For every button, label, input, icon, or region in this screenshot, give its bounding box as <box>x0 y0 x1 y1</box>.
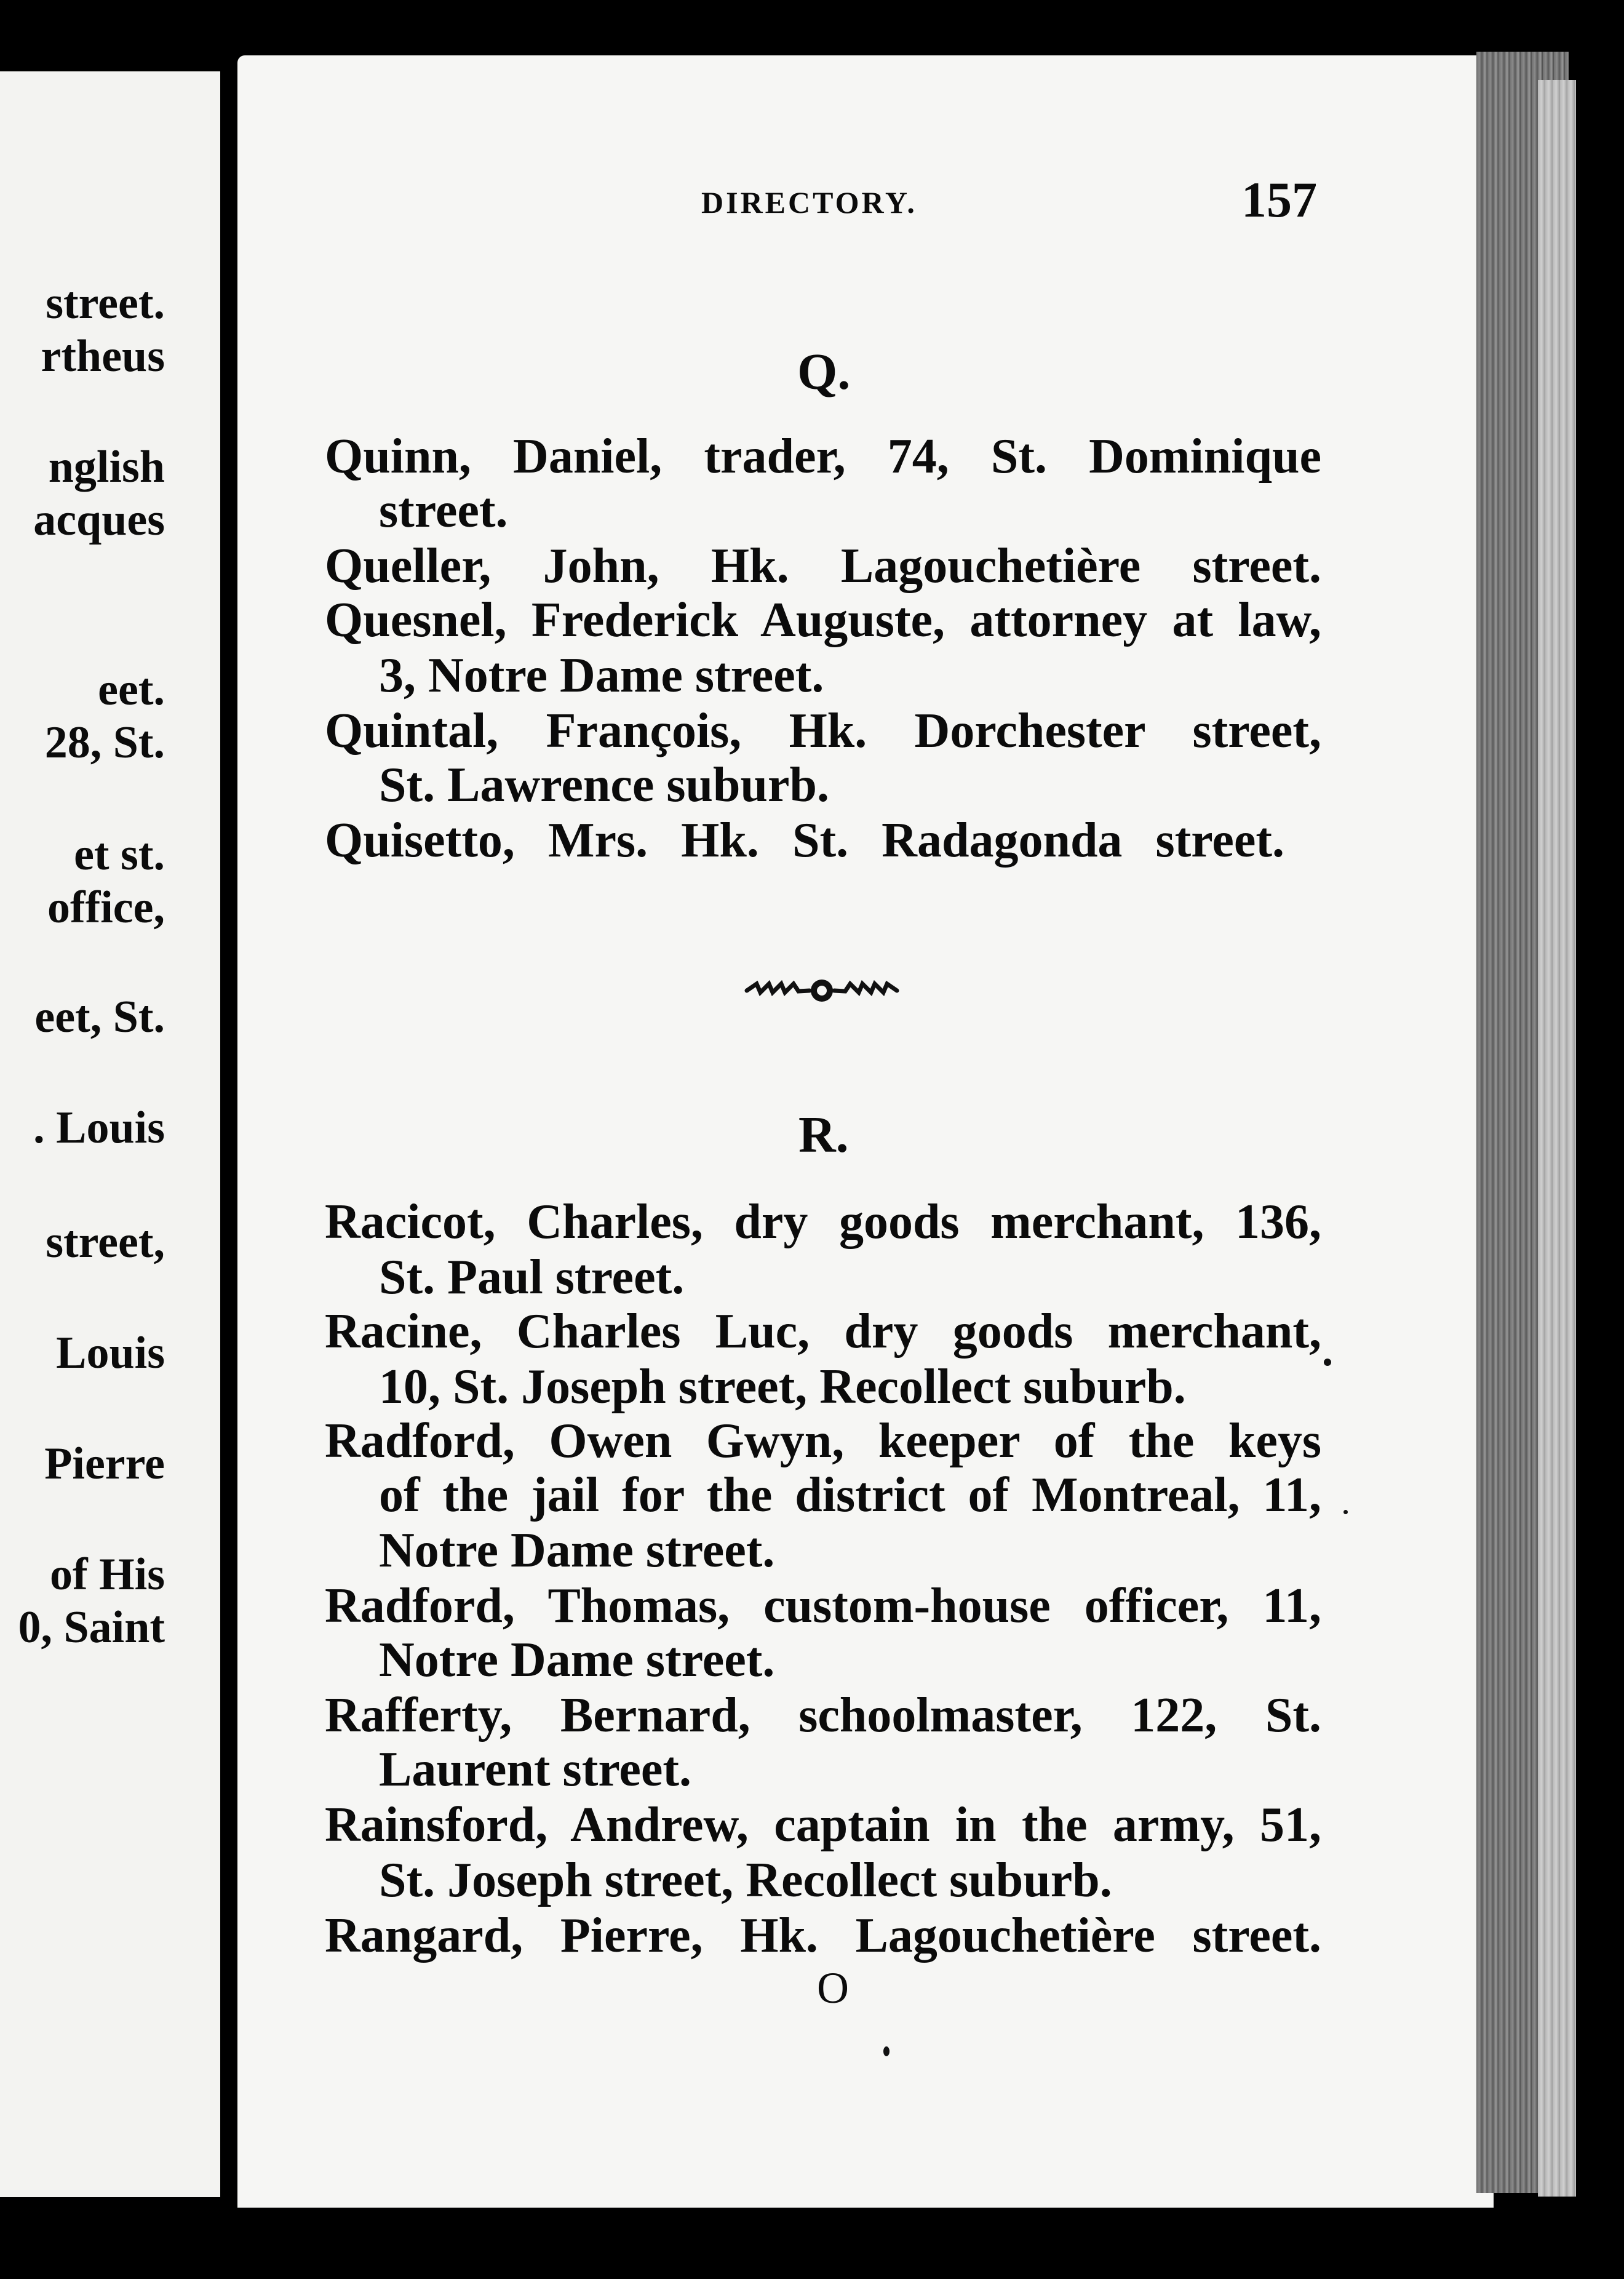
entry-line: of the jail for the district of Montreal, 11, <box>379 1468 1321 1522</box>
entry-line: Racine, Charles Luc, dry goods merchant, <box>325 1304 1321 1359</box>
entry-line: 10, St. Joseph street, Recollect suburb. <box>379 1360 1186 1414</box>
left-page-line: Louis <box>56 1328 165 1378</box>
entry-line: 3, Notre Dame street. <box>379 649 824 703</box>
left-page-line: of His <box>49 1549 165 1600</box>
entry-line: Radford, Owen Gwyn, keeper of the keys <box>325 1414 1321 1468</box>
print-speck <box>1324 1359 1331 1366</box>
entry-line: St. Paul street. <box>379 1250 685 1304</box>
left-page-line: 0, Saint <box>18 1602 165 1653</box>
entry-line: Quinn, Daniel, trader, 74, St. Dominique <box>325 429 1321 484</box>
left-page-line: rtheus <box>41 331 165 381</box>
left-page-line: . Louis <box>33 1103 165 1153</box>
left-page-line: street. <box>46 278 165 329</box>
entry-line: Quintal, François, Hk. Dorchester street, <box>325 704 1321 758</box>
entry-line: Rangard, Pierre, Hk. Lagouchetière street. <box>325 1909 1321 1963</box>
entry-line: Laurent street. <box>379 1742 692 1797</box>
entry-line: Quesnel, Frederick Auguste, attorney at law, <box>325 593 1321 647</box>
print-speck <box>883 2046 890 2056</box>
left-page-line: street, <box>46 1217 165 1267</box>
entry-line: St. Joseph street, Recollect suburb. <box>379 1853 1112 1907</box>
entry-line: Rainsford, Andrew, captain in the army, 51, <box>325 1798 1321 1852</box>
section-letter-r: R. <box>798 1106 849 1163</box>
entry-line: Radford, Thomas, custom-house officer, 11, <box>325 1579 1321 1633</box>
left-facing-page <box>0 71 241 2197</box>
entry-line: Notre Dame street. <box>379 1633 775 1687</box>
entry-line: St. Lawrence suburb. <box>379 758 829 812</box>
section-letter-q: Q. <box>797 343 851 401</box>
entry-line: street. <box>379 484 508 538</box>
page-number: 157 <box>1241 172 1317 228</box>
left-page-line: eet. <box>98 665 165 715</box>
left-page-line: acques <box>33 495 165 545</box>
entry-line: Queller, John, Hk. Lagouchetière street. <box>325 539 1321 593</box>
left-page-line: office, <box>47 882 165 933</box>
entry-line: Notre Dame street. <box>379 1523 775 1578</box>
running-head: DIRECTORY. <box>701 185 917 220</box>
left-page-line: nglish <box>48 442 165 492</box>
entry-line: Rafferty, Bernard, schoolmaster, 122, St. <box>325 1688 1321 1742</box>
left-page-line: et st. <box>74 829 165 880</box>
entry-line: Racicot, Charles, dry goods merchant, 136, <box>325 1195 1321 1249</box>
page-edges-outer <box>1538 80 1576 2197</box>
left-page-line: Pierre <box>44 1439 165 1489</box>
ornament-divider <box>742 969 902 1012</box>
print-speck <box>1343 1510 1348 1514</box>
signature-mark: O <box>817 1963 849 2013</box>
left-page-line: eet, St. <box>34 992 165 1042</box>
entry-line: Quisetto, Mrs. Hk. St. Radagonda street. <box>325 813 1284 868</box>
left-page-line: 28, St. <box>44 717 165 768</box>
